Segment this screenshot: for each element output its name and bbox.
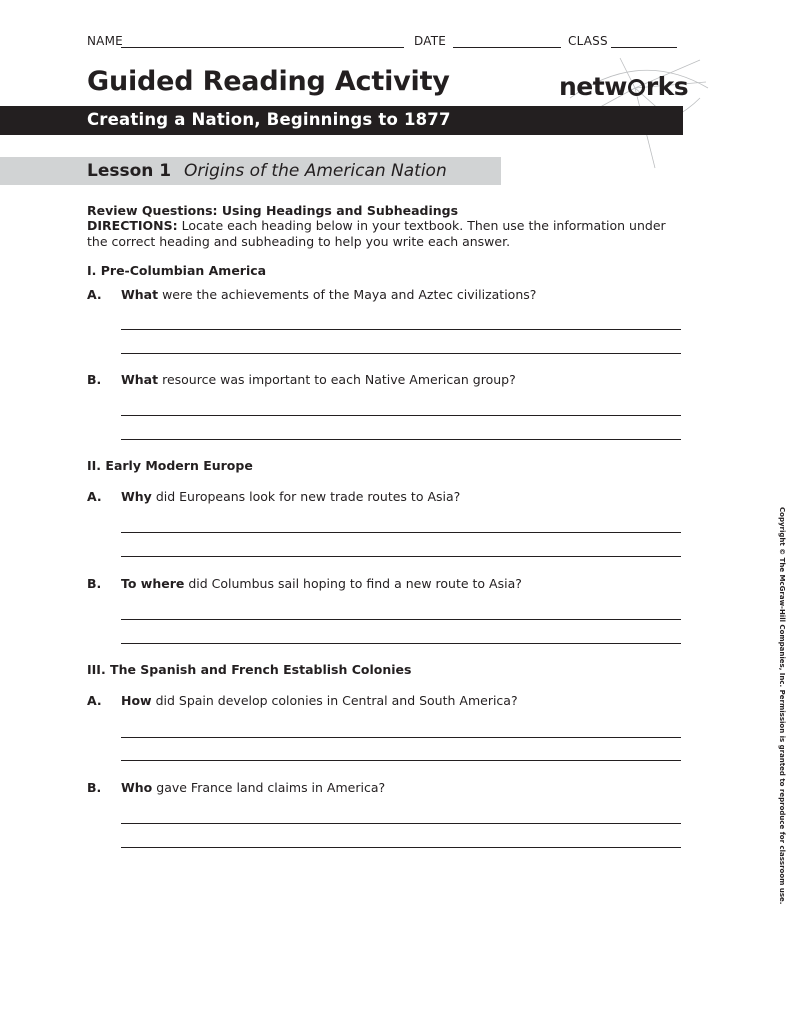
question-label: B. [87, 780, 102, 795]
banner-title: Creating a Nation, Beginnings to 1877 [87, 110, 451, 129]
question-text: To where did Columbus sail hoping to find a new route to Asia? [121, 576, 522, 591]
page-title: Guided Reading Activity [87, 66, 450, 97]
directions-text: Locate each heading below in your textbook. Then use the information under the correct heading and subheading to help you write each answer. [87, 218, 666, 249]
answer-line[interactable] [121, 415, 681, 416]
question-label: A. [87, 287, 102, 302]
networks-logo: netw rks [559, 72, 689, 101]
directions-label: DIRECTIONS: [87, 218, 178, 233]
lesson-number: Lesson 1 [87, 161, 172, 181]
question-label: B. [87, 576, 102, 591]
section-heading: I. Pre-Columbian America [87, 263, 267, 278]
question-text: What resource was important to each Native American group? [121, 372, 516, 387]
copyright-notice: Copyright © The McGraw-Hill Companies, Inc. Permission is granted to reproduce for classroom use. [778, 507, 786, 905]
answer-line[interactable] [121, 353, 681, 354]
question-text: Why did Europeans look for new trade routes to Asia? [121, 489, 461, 504]
answer-line[interactable] [121, 847, 681, 848]
question-label: A. [87, 489, 102, 504]
question-text: What were the achievements of the Maya and Aztec civilizations? [121, 287, 537, 302]
answer-line[interactable] [121, 556, 681, 557]
lesson-title: Origins of the American Nation [184, 161, 447, 181]
question-text: Who gave France land claims in America? [121, 780, 386, 795]
answer-line[interactable] [121, 823, 681, 824]
answer-line[interactable] [121, 329, 681, 330]
date-field[interactable] [453, 47, 561, 48]
section-heading: III. The Spanish and French Establish Colonies [87, 662, 412, 677]
answer-line[interactable] [121, 532, 681, 533]
answer-line[interactable] [121, 643, 681, 644]
class-label: CLASS [568, 34, 608, 48]
name-field[interactable] [121, 47, 404, 48]
answer-line[interactable] [121, 619, 681, 620]
globe-icon [628, 79, 645, 96]
question-label: A. [87, 693, 102, 708]
section-heading: II. Early Modern Europe [87, 458, 253, 473]
date-label: DATE [414, 34, 447, 48]
answer-line[interactable] [121, 439, 681, 440]
review-heading: Review Questions: Using Headings and Subheadings [87, 203, 459, 218]
question-label: B. [87, 372, 102, 387]
answer-line[interactable] [121, 760, 681, 761]
answer-line[interactable] [121, 737, 681, 738]
directions [87, 218, 687, 250]
question-text: How did Spain develop colonies in Central and South America? [121, 693, 518, 708]
name-label: NAME [87, 34, 123, 48]
class-field[interactable] [611, 47, 677, 48]
